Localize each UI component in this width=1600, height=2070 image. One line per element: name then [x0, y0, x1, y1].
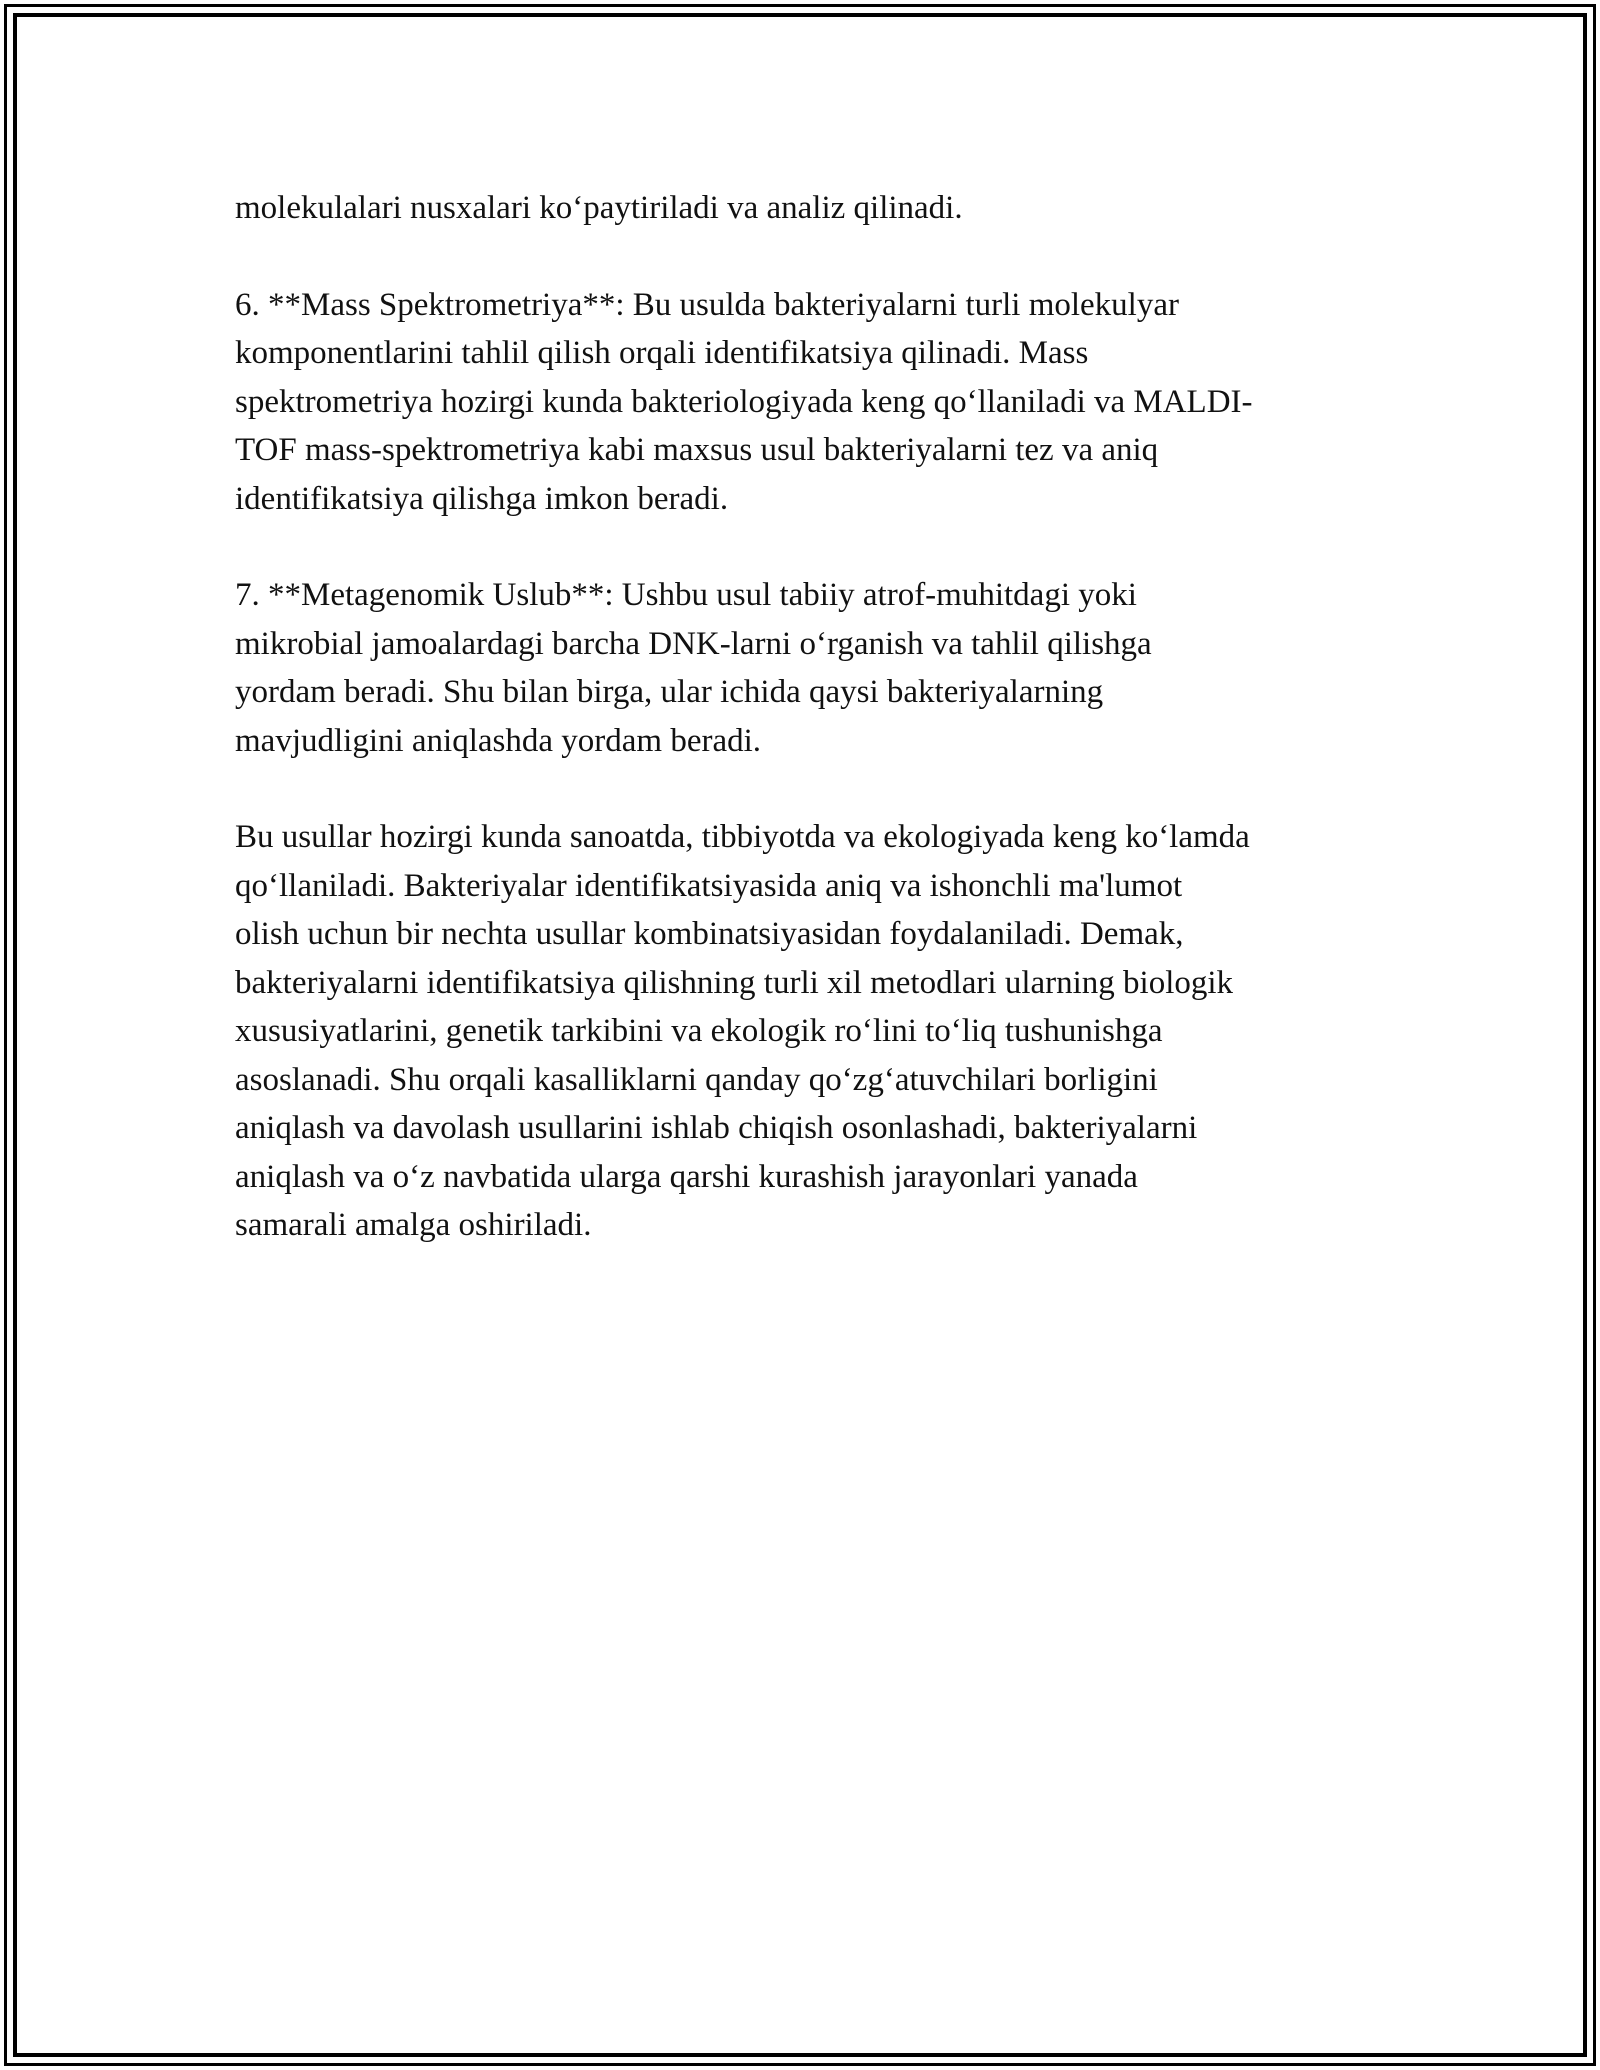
text-line: samarali amalga oshiriladi.	[235, 1207, 592, 1243]
paragraph-conclusion	[235, 813, 1375, 1250]
text-line: xususiyatlarini, genetik tarkibini va ekologik ro‘lini to‘liq tushunishga	[235, 1013, 1163, 1049]
text-line: identifikatsiya qilishga imkon beradi.	[235, 480, 729, 517]
document-body	[235, 184, 1375, 1298]
text-line: mikrobial jamoalardagi barcha DNK-larni o‘rganish va tahlil qilishga	[235, 625, 1152, 662]
text-line: spektrometriya hozirgi kunda bakteriologiyada keng qo‘llaniladi va MALDI-	[235, 383, 1253, 420]
text-line: yordam beradi. Shu bilan birga, ular ichida qaysi bakteriyalarning	[235, 674, 1104, 710]
paragraph-metagenomic	[235, 571, 1375, 765]
text-line: 7. **Metagenomik Uslub**: Ushbu usul tabiiy atrof-muhitdagi yoki	[235, 577, 1137, 613]
text-line: 6. **Mass Spektrometriya**: Bu usulda bakteriyalarni turli molekulyar	[235, 286, 1179, 323]
text-line: qo‘llaniladi. Bakteriyalar identifikatsiyasida aniq va ishonchli ma'lumot	[235, 867, 1183, 904]
text-line: mavjudligini aniqlashda yordam beradi.	[235, 722, 762, 759]
text-line: molekulalari nusxalari ko‘paytiriladi va analiz qilinadi.	[235, 190, 963, 226]
text-line: aniqlash va davolash usullarini ishlab chiqish osonlashadi, bakteriyalarni	[235, 1110, 1198, 1146]
text-line: TOF mass-spektrometriya kabi maxsus usul bakteriyalarni tez va aniq	[235, 432, 1159, 468]
text-line: asoslanadi. Shu orqali kasalliklarni qanday qo‘zg‘atuvchilari borligini	[235, 1061, 1158, 1098]
paragraph-mass-spectrometry	[235, 281, 1375, 524]
paragraph-continuation	[235, 184, 1375, 233]
text-line: komponentlarini tahlil qilish orqali identifikatsiya qilinadi. Mass	[235, 335, 1089, 371]
text-line: Bu usullar hozirgi kunda sanoatda, tibbiyotda va ekologiyada keng ko‘lamda	[235, 819, 1250, 855]
text-line: olish uchun bir nechta usullar kombinatsiyasidan foydalaniladi. Demak,	[235, 916, 1184, 952]
text-line: aniqlash va o‘z navbatida ularga qarshi kurashish jarayonlari yanada	[235, 1158, 1138, 1195]
text-line: bakteriyalarni identifikatsiya qilishning turli xil metodlari ularning biologik	[235, 964, 1234, 1001]
